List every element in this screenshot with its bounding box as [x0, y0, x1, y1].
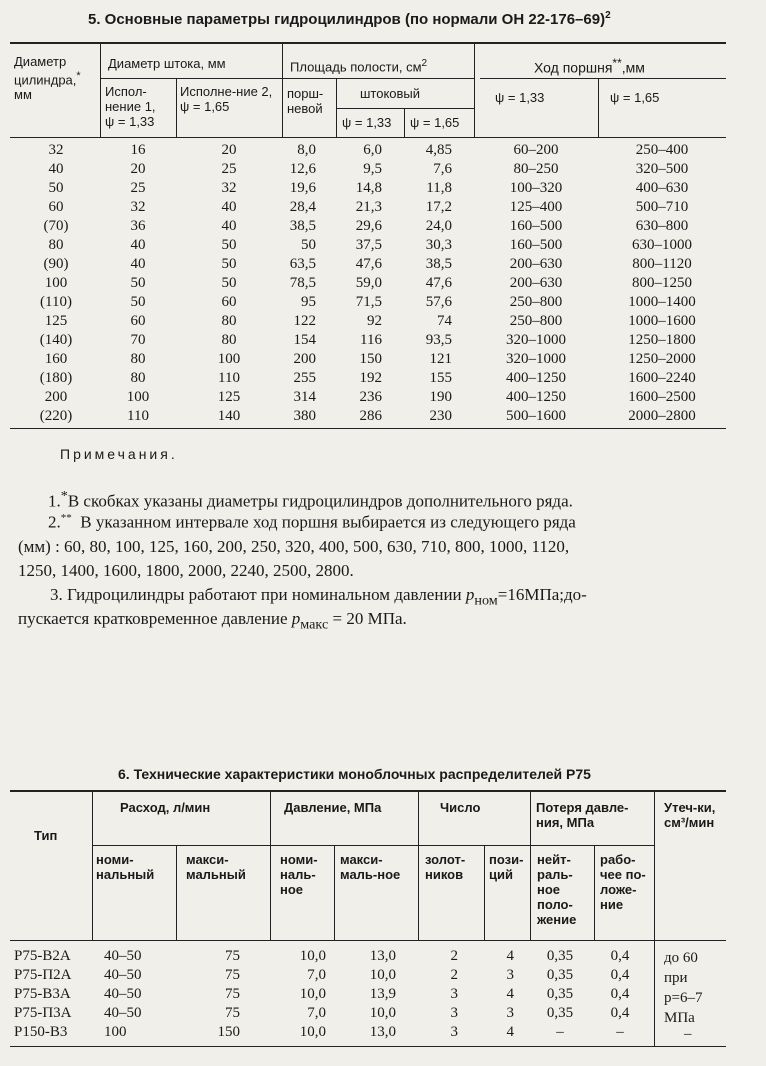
t6-cell: 10,0 [299, 948, 326, 964]
t5-cell: 57,6 [425, 294, 452, 310]
t6-h-p-max: макси-маль-ное [340, 852, 401, 882]
note-2-line1: 2.** В указанном интервале ход поршня выбирается из следующего ряда [48, 512, 576, 532]
t6-h-count: Число [440, 800, 481, 815]
t5-cell: 17,2 [425, 199, 452, 215]
t5-h-piston: порш-невой [287, 86, 324, 116]
t5-cell: 200 [44, 389, 68, 405]
t5-cell: 100 [217, 351, 241, 367]
t5-cell: 47,6 [425, 275, 452, 291]
t5-cell: 200–630 [509, 275, 563, 291]
t5-v4 [336, 78, 337, 137]
t5-v3 [282, 42, 283, 137]
t5-cell: 36 [130, 218, 146, 234]
t5-cell: 50 [221, 275, 237, 291]
t5-cell: 150 [359, 351, 382, 367]
t5-cell: 800–1120 [632, 256, 692, 272]
t5-cell: 50 [221, 237, 237, 253]
t6-cell: 10,0 [369, 967, 396, 983]
t5-cell: 230 [429, 408, 452, 424]
note-3-line2: пускается кратковременное давление $p_{макс} = 20$ МПа. [18, 609, 407, 633]
t5-cell: 32 [221, 180, 237, 196]
t5-cell: 14,8 [355, 180, 382, 196]
t5-rule-sub1 [100, 78, 474, 79]
t5-cell: 236 [359, 389, 382, 405]
t6-cell: – [616, 1024, 624, 1040]
t5-cell: 320–500 [635, 161, 689, 177]
t5-cell: 50 [48, 180, 64, 196]
t5-h-rod2: Исполне-ние 2, ψ = 1,65 [180, 84, 273, 114]
t5-cell: 37,5 [355, 237, 382, 253]
t6-cell: 0,4 [610, 948, 630, 964]
t6-cell: 75 [225, 986, 240, 1002]
t5-cell: 93,5 [425, 332, 452, 348]
t6-cell: 75 [225, 1005, 240, 1021]
t5-cell: 125–400 [509, 199, 563, 215]
t5-top-rule [10, 42, 726, 44]
t6-bottom-rule [10, 1046, 726, 1047]
t5-cell: 60–200 [513, 142, 559, 158]
t5-cell: 320–1000 [506, 332, 566, 348]
t6-cell: 0,4 [610, 1005, 630, 1021]
t5-cell: 20 [130, 161, 146, 177]
t5-cell: 400–1250 [506, 389, 566, 405]
t5-cell: 125 [44, 313, 68, 329]
t5-cell: 1600–2500 [628, 389, 696, 405]
t6-v1 [92, 790, 93, 940]
t5-cell: 380 [293, 408, 316, 424]
t5-cell: 200–630 [509, 256, 563, 272]
t6-cell: 0,35 [546, 967, 574, 983]
t5-rule-sub2 [336, 108, 474, 109]
t5-cell: 1600–2240 [628, 370, 696, 386]
note-2-line3: 1250, 1400, 1600, 1800, 2000, 2240, 2500, 2800. [18, 561, 354, 580]
t5-cell: 140 [217, 408, 241, 424]
t6-cell: 7,0 [307, 1005, 326, 1021]
t6-cell: 2 [450, 948, 458, 964]
t5-cell: 286 [359, 408, 382, 424]
t5-v7 [598, 78, 599, 137]
t6-v9 [654, 790, 655, 1046]
t5-v5 [404, 108, 405, 137]
t6-cell: 0,4 [610, 986, 630, 1002]
t5-cell: 110 [127, 408, 149, 424]
t6-cell: 4 [506, 986, 514, 1002]
t5-cell: 250–400 [635, 142, 689, 158]
t5-h-diam: Диаметр цилиндра,* мм [14, 54, 81, 103]
table5-title-text: 5. Основные параметры гидроцилиндров (по нормали ОН 22-176–69) [88, 11, 606, 28]
note-1: 1.*В скобках указаны диаметры гидроцилиндров дополнительного ряда. [48, 488, 573, 511]
t5-v2 [176, 78, 177, 137]
t5-cell: 80 [130, 351, 146, 367]
t5-cell: 30,3 [425, 237, 452, 253]
t6-cell: 2 [450, 967, 458, 983]
t6-h-flow-max: макси-мальный [186, 852, 246, 882]
t6-cell: 75 [225, 948, 240, 964]
t5-cell: 32 [48, 142, 64, 158]
t6-h-flow: Расход, л/мин [120, 800, 211, 815]
t5-cell: 19,6 [289, 180, 316, 196]
t6-cell: 40–50 [104, 1005, 142, 1021]
t5-v6 [474, 42, 475, 137]
table6-title: 6. Технические характеристики моноблочных распределителей Р75 [118, 766, 591, 782]
t5-h-psi165: ψ = 1,65 [410, 115, 460, 130]
t5-cell: 100 [126, 389, 150, 405]
t6-v8 [594, 845, 595, 940]
t5-cell: 40 [221, 218, 237, 234]
t5-cell: 125 [217, 389, 241, 405]
t6-cell: 3 [506, 967, 514, 983]
t5-cell: (70) [43, 218, 69, 234]
t5-cell: (180) [39, 370, 73, 386]
t5-cell: 6,0 [363, 142, 382, 158]
t5-cell: 80 [221, 313, 237, 329]
t5-cell: 122 [293, 313, 316, 329]
t5-cell: 29,6 [355, 218, 382, 234]
t5-cell: 12,6 [289, 161, 316, 177]
t6-cell: 3 [450, 1024, 458, 1040]
t5-cell: 200 [293, 351, 316, 367]
t6-v2 [176, 845, 177, 940]
t5-cell: 1250–1800 [628, 332, 696, 348]
t5-cell: 92 [367, 313, 382, 329]
t6-cell: Р75-П3А [14, 1005, 72, 1021]
t5-cell: 110 [218, 370, 240, 386]
t5-cell: 160–500 [509, 218, 563, 234]
t6-cell: 3 [450, 986, 458, 1002]
t5-cell: 47,6 [355, 256, 382, 272]
t6-h-pressure: Давление, МПа [284, 800, 382, 815]
t5-cell: 71,5 [355, 294, 382, 310]
t5-cell: 38,5 [425, 256, 452, 272]
t6-header-bottom [10, 940, 726, 941]
t5-h-stroke: Ход поршня**,мм [534, 56, 645, 76]
t5-cell: 40 [130, 256, 146, 272]
t5-cell: 80 [130, 370, 146, 386]
t5-cell: 50 [130, 294, 146, 310]
t5-cell: 38,5 [289, 218, 316, 234]
t5-cell: (220) [39, 408, 73, 424]
t5-cell: 60 [130, 313, 146, 329]
t5-cell: 100–320 [509, 180, 563, 196]
t5-cell: 190 [429, 389, 452, 405]
t5-cell: 24,0 [425, 218, 452, 234]
t6-cell: 100 [104, 1024, 127, 1040]
t5-cell: 20 [221, 142, 237, 158]
t6-cell: 40–50 [104, 986, 142, 1002]
t5-cell: 25 [221, 161, 237, 177]
t5-v1 [100, 42, 101, 137]
t5-h-rod: Диаметр штока, мм [108, 56, 226, 71]
t6-cell: 10,0 [369, 1005, 396, 1021]
t5-cell: 4,85 [425, 142, 452, 158]
t6-last-leak: – [684, 1026, 692, 1042]
t6-v3 [270, 790, 271, 940]
t5-cell: 400–1250 [506, 370, 566, 386]
t5-cell: 60 [48, 199, 64, 215]
t6-cell: 0,4 [610, 967, 630, 983]
t6-cell: 7,0 [307, 967, 326, 983]
t5-cell: 59,0 [355, 275, 382, 291]
t5-cell: 40 [221, 199, 237, 215]
t6-h-spools: золот-ников [425, 852, 466, 882]
t5-cell: 80–250 [513, 161, 559, 177]
t5-cell: 160–500 [509, 237, 563, 253]
t5-cell: 500–1600 [506, 408, 566, 424]
t5-cell: 9,5 [363, 161, 382, 177]
t5-cell: 40 [130, 237, 146, 253]
t5-cell: 16 [130, 142, 146, 158]
t6-cell: 13,0 [369, 948, 396, 964]
t6-h-type: Тип [34, 828, 58, 843]
t5-cell: 21,3 [355, 199, 382, 215]
t6-cell: 0,35 [546, 1005, 574, 1021]
t5-cell: 314 [293, 389, 316, 405]
t5-cell: 50 [221, 256, 237, 272]
t5-cell: 60 [221, 294, 237, 310]
t6-cell: 0,35 [546, 986, 574, 1002]
t5-cell: 192 [359, 370, 382, 386]
t6-v7 [530, 790, 531, 940]
t5-cell: 7,6 [433, 161, 452, 177]
t5-cell: 95 [301, 294, 316, 310]
t5-cell: 40 [48, 161, 64, 177]
t5-cell: 1250–2000 [628, 351, 696, 367]
t5-cell: 74 [437, 313, 452, 329]
notes-heading: Примечания. [60, 446, 178, 462]
note-2-line2: (мм) : 60, 80, 100, 125, 160, 200, 250, 320, 400, 500, 630, 710, 800, 1000, 1120, [18, 537, 570, 556]
table5-title-sup: 2 [605, 10, 611, 21]
t5-h-rodside: штоковый [360, 86, 421, 101]
t5-cell: 116 [360, 332, 382, 348]
t6-v5 [418, 790, 419, 940]
t6-cell: 3 [450, 1005, 458, 1021]
t6-h-leak: Утеч-ки, см³/мин [664, 800, 716, 830]
t5-bottom-rule [10, 428, 726, 429]
t6-cell: 10,0 [299, 1024, 326, 1040]
t6-h-p-nom: номи-наль-ное [280, 852, 318, 897]
t5-cell: 800–1250 [632, 275, 692, 291]
t6-cell: 150 [217, 1024, 240, 1040]
t6-cell: Р75-В2А [14, 948, 71, 964]
t5-header-bottom [10, 137, 726, 138]
t5-cell: 2000–2800 [628, 408, 696, 424]
t5-cell: 8,0 [297, 142, 316, 158]
t5-cell: 11,8 [426, 180, 452, 196]
t5-h-area: Площадь полости, $см^2$ [290, 58, 428, 75]
t5-cell: 630–1000 [632, 237, 692, 253]
t6-cell: Р75-П2А [14, 967, 72, 983]
t6-cell: 3 [506, 1005, 514, 1021]
t6-cell: 4 [506, 1024, 514, 1040]
t6-v4 [334, 845, 335, 940]
t5-cell: 80 [48, 237, 64, 253]
t6-h-loss-neutral: нейт-раль-ное поло-жение [537, 852, 577, 927]
t6-cell: Р75-В3А [14, 986, 71, 1002]
t5-cell: 255 [293, 370, 316, 386]
t5-rule-stroke [480, 78, 726, 79]
t5-cell: 63,5 [289, 256, 316, 272]
t6-cell: 10,0 [299, 986, 326, 1002]
t5-cell: 1000–1400 [628, 294, 696, 310]
t5-cell: 50 [301, 237, 316, 253]
t5-h-stroke165: ψ = 1,65 [610, 90, 660, 105]
t5-cell: 500–710 [635, 199, 689, 215]
t5-cell: 70 [130, 332, 146, 348]
t5-h-psi133: ψ = 1,33 [342, 115, 392, 130]
t6-cell: – [556, 1024, 564, 1040]
t5-h-rod1: Испол-нение 1, ψ = 1,33 [105, 84, 156, 129]
t5-cell: 630–800 [635, 218, 689, 234]
t6-cell: 75 [225, 967, 240, 983]
t5-cell: (90) [43, 256, 69, 272]
t6-cell: 13,9 [369, 986, 396, 1002]
t6-h-positions: пози-ций [489, 852, 524, 882]
t5-cell: 80 [221, 332, 237, 348]
t6-cell: 0,35 [546, 948, 574, 964]
t5-cell: 320–1000 [506, 351, 566, 367]
t6-v6 [484, 845, 485, 940]
t5-cell: 1000–1600 [628, 313, 696, 329]
t5-cell: 78,5 [289, 275, 316, 291]
t6-leak-note: до 60 при p=6–7 МПа [664, 950, 703, 1026]
t6-h-loss: Потеря давле-ния, МПа [536, 800, 629, 830]
t5-cell: 32 [130, 199, 146, 215]
t6-h-flow-nom: номи-нальный [96, 852, 155, 882]
t5-cell: 154 [293, 332, 316, 348]
t5-cell: 400–630 [635, 180, 689, 196]
t6-cell: 13,0 [369, 1024, 396, 1040]
t5-h-stroke133: ψ = 1,33 [495, 90, 545, 105]
t5-cell: (110) [40, 294, 72, 310]
t6-cell: Р150-В3 [14, 1024, 68, 1040]
t5-cell: 160 [44, 351, 68, 367]
t5-cell: 121 [429, 351, 452, 367]
note-3-line1: 3. Гидроцилиндры работают при номинальном давлении $p_{ном}=16МПа;до-$ [50, 585, 587, 609]
t5-cell: 100 [44, 275, 68, 291]
t5-cell: 50 [130, 275, 146, 291]
table5-title [88, 10, 611, 28]
t5-cell: 155 [429, 370, 452, 386]
t5-cell: (140) [39, 332, 73, 348]
t6-cell: 40–50 [104, 948, 142, 964]
t6-top-rule [10, 790, 726, 792]
t5-cell: 250–800 [509, 294, 563, 310]
t5-cell: 250–800 [509, 313, 563, 329]
t5-cell: 28,4 [289, 199, 316, 215]
t5-cell: 25 [130, 180, 146, 196]
t6-cell: 40–50 [104, 967, 142, 983]
t6-cell: 4 [506, 948, 514, 964]
t6-h-loss-work: рабо-чее по-ложе-ние [600, 852, 646, 912]
